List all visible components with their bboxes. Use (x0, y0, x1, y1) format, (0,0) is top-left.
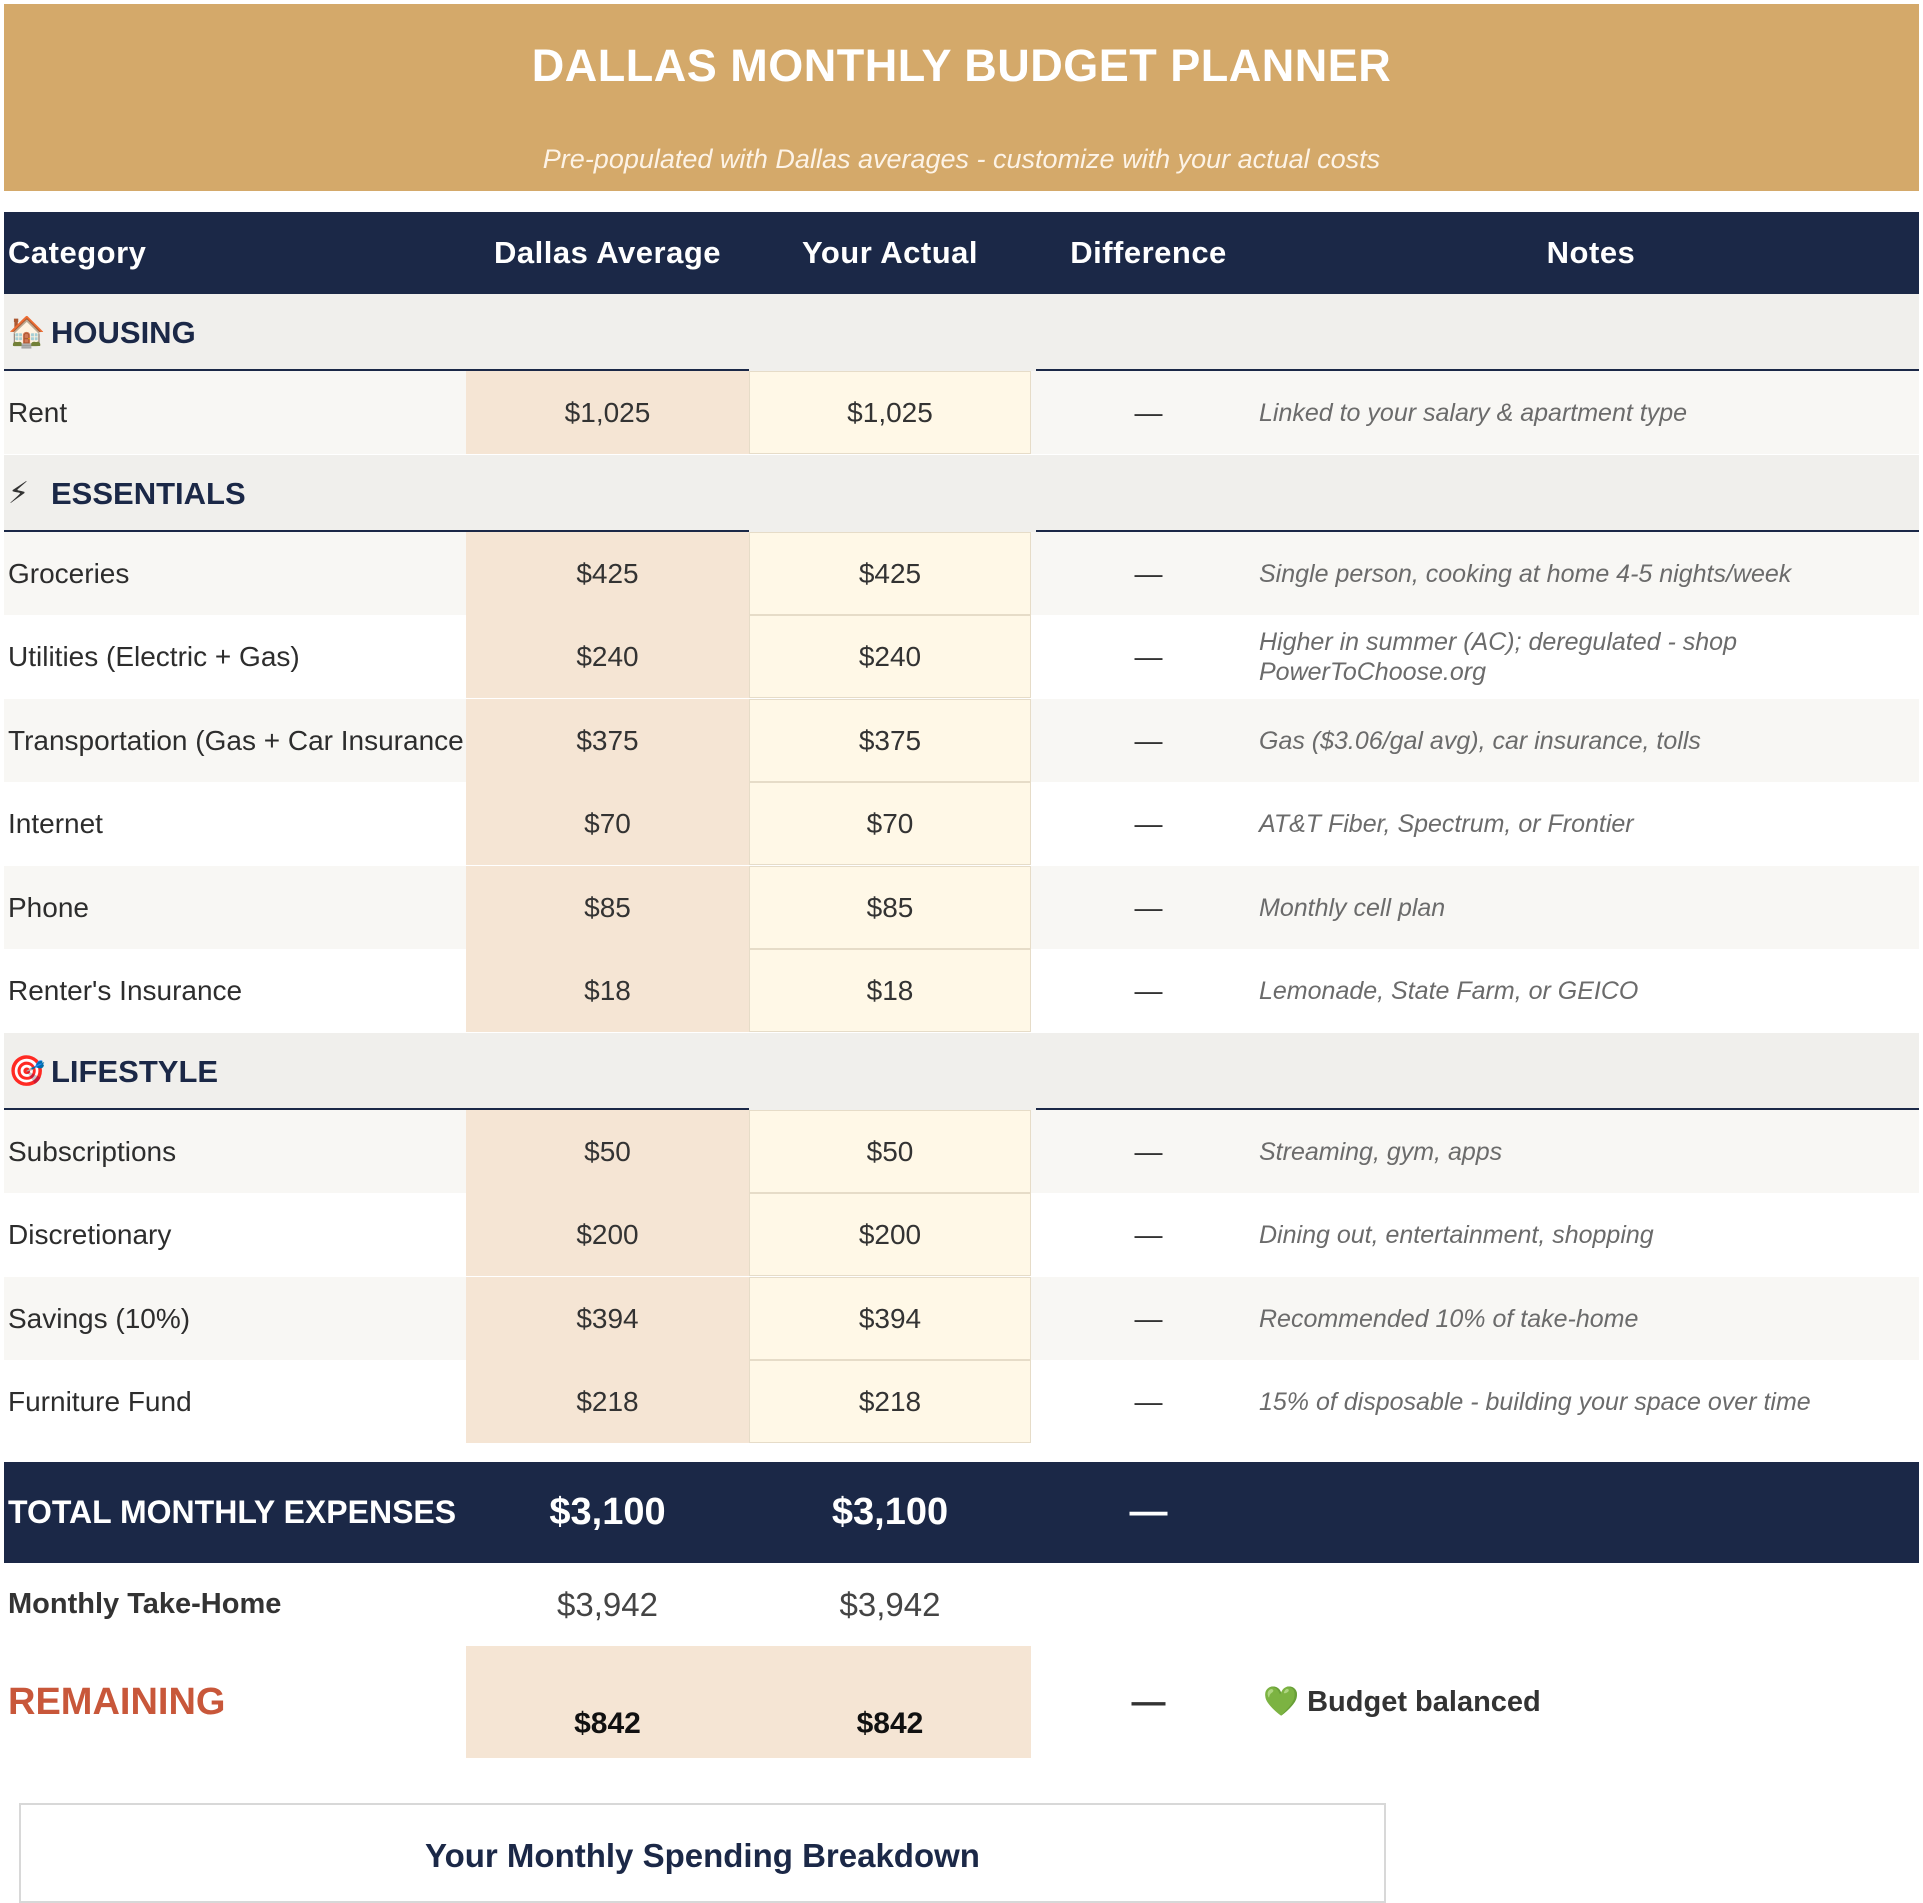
row-difference: — (1134, 891, 1163, 923)
row-your-actual[interactable]: $394 (749, 1277, 1031, 1360)
section-label: HOUSING (51, 315, 196, 350)
row-note: Single person, cooking at home 4-5 nights/week (1259, 559, 1792, 588)
row-dallas-average: $70 (466, 782, 749, 865)
target-icon: 🎯 (8, 1054, 46, 1088)
row-your-actual[interactable]: $218 (749, 1360, 1031, 1443)
row-your-actual[interactable]: $375 (749, 699, 1031, 782)
row-difference: — (1134, 1302, 1163, 1334)
table-row (4, 615, 1919, 698)
row-category: Discretionary (8, 1218, 172, 1250)
row-category: Groceries (8, 557, 130, 589)
page-subtitle: Pre-populated with Dallas averages - customize with your actual costs (542, 144, 1381, 174)
table-row (4, 866, 1919, 949)
section-label: LIFESTYLE (51, 1053, 219, 1089)
section-lifestyle (4, 1033, 1919, 1110)
column-header-difference: Difference (1070, 235, 1227, 270)
row-difference: — (1134, 396, 1163, 428)
remaining-label: REMAINING (8, 1680, 226, 1723)
row-category: Renter's Insurance (8, 974, 243, 1006)
section-housing (4, 294, 1919, 371)
row-note: Recommended 10% of take-home (1259, 1304, 1639, 1333)
column-header-actual: Your Actual (801, 235, 978, 270)
remaining-actual: $842 (856, 1707, 924, 1740)
table-row (4, 949, 1919, 1032)
take-home-row (4, 1563, 1919, 1646)
column-header-category: Category (8, 235, 147, 270)
row-your-actual[interactable]: $425 (749, 532, 1031, 615)
row-difference: — (1134, 1385, 1163, 1417)
take-home-actual: $3,942 (839, 1585, 941, 1623)
take-home-average: $3,942 (557, 1585, 658, 1623)
chart-title: Your Monthly Spending Breakdown (425, 1837, 980, 1874)
table-row (4, 782, 1919, 865)
row-dallas-average: $218 (466, 1360, 749, 1443)
section-essentials (4, 455, 1919, 532)
row-difference: — (1134, 557, 1163, 589)
remaining-difference: — (1131, 1682, 1166, 1721)
column-header-average: Dallas Average (494, 235, 721, 270)
table-row (4, 371, 1919, 454)
column-header-notes: Notes (1546, 235, 1636, 270)
spending-chart-card (19, 1803, 1386, 1903)
green-heart-icon: 💚 (1263, 1686, 1300, 1718)
row-dallas-average: $1,025 (466, 371, 749, 454)
table-row (4, 699, 1919, 782)
title-banner (4, 4, 1919, 191)
row-difference: — (1134, 974, 1163, 1006)
row-dallas-average: $18 (466, 949, 749, 1032)
table-row (4, 1277, 1919, 1360)
row-category: Savings (10%) (8, 1302, 191, 1334)
row-your-actual[interactable]: $50 (749, 1110, 1031, 1193)
row-note: Dining out, entertainment, shopping (1259, 1220, 1654, 1249)
row-dallas-average: $394 (466, 1277, 749, 1360)
section-label: ESSENTIALS (51, 475, 246, 511)
row-category: Phone (8, 891, 89, 923)
remaining-row (4, 1646, 1919, 1758)
row-note: Linked to your salary & apartment type (1259, 398, 1688, 427)
row-note: AT&T Fiber, Spectrum, or Frontier (1259, 809, 1634, 838)
row-note: Higher in summer (AC); deregulated - shop PowerToChoose.org (1259, 627, 1737, 686)
table-header (4, 212, 1919, 294)
row-your-actual[interactable]: $18 (749, 949, 1031, 1032)
row-category: Utilities (Electric + Gas) (8, 640, 300, 672)
page-title: DALLAS MONTHLY BUDGET PLANNER (531, 40, 1392, 91)
row-note: Gas ($3.06/gal avg), car insurance, tolls (1259, 726, 1701, 755)
table-row (4, 1360, 1919, 1443)
row-your-actual[interactable]: $1,025 (749, 371, 1031, 454)
row-difference: — (1134, 1218, 1163, 1250)
row-category: Rent (8, 396, 68, 428)
row-note: Monthly cell plan (1259, 893, 1446, 922)
total-average: $3,100 (549, 1491, 666, 1533)
budget-status-text: Budget balanced (1307, 1685, 1541, 1718)
row-your-actual[interactable]: $200 (749, 1193, 1031, 1276)
remaining-average: $842 (574, 1707, 641, 1740)
row-note: Streaming, gym, apps (1259, 1137, 1503, 1166)
house-icon: 🏠 (8, 316, 46, 349)
table-row (4, 1110, 1919, 1193)
row-dallas-average: $85 (466, 866, 749, 949)
table-row (4, 1193, 1919, 1276)
row-category: Internet (8, 807, 103, 839)
row-difference: — (1134, 807, 1163, 839)
table-row (4, 532, 1919, 615)
lightning-icon: ⚡ (8, 476, 30, 510)
row-dallas-average: $375 (466, 699, 749, 782)
row-category: Furniture Fund (8, 1385, 192, 1417)
row-difference: — (1134, 640, 1163, 672)
row-dallas-average: $240 (466, 615, 749, 698)
total-difference: — (1129, 1491, 1168, 1533)
row-note: Lemonade, State Farm, or GEICO (1259, 976, 1639, 1005)
total-row (4, 1462, 1919, 1563)
row-your-actual[interactable]: $85 (749, 866, 1031, 949)
row-difference: — (1134, 1135, 1163, 1167)
row-category: Subscriptions (8, 1135, 177, 1167)
row-category: Transportation (Gas + Car Insurance (8, 724, 464, 756)
row-dallas-average: $425 (466, 532, 749, 615)
total-label: TOTAL MONTHLY EXPENSES (8, 1494, 457, 1530)
row-dallas-average: $50 (466, 1110, 749, 1193)
row-your-actual[interactable]: $240 (749, 615, 1031, 698)
total-actual: $3,100 (831, 1491, 949, 1533)
row-difference: — (1134, 724, 1163, 756)
row-note: 15% of disposable - building your space over time (1259, 1387, 1811, 1416)
row-dallas-average: $200 (466, 1193, 749, 1276)
take-home-label: Monthly Take-Home (8, 1588, 282, 1620)
budget-status (1263, 1646, 1541, 1758)
row-your-actual[interactable]: $70 (749, 782, 1031, 865)
